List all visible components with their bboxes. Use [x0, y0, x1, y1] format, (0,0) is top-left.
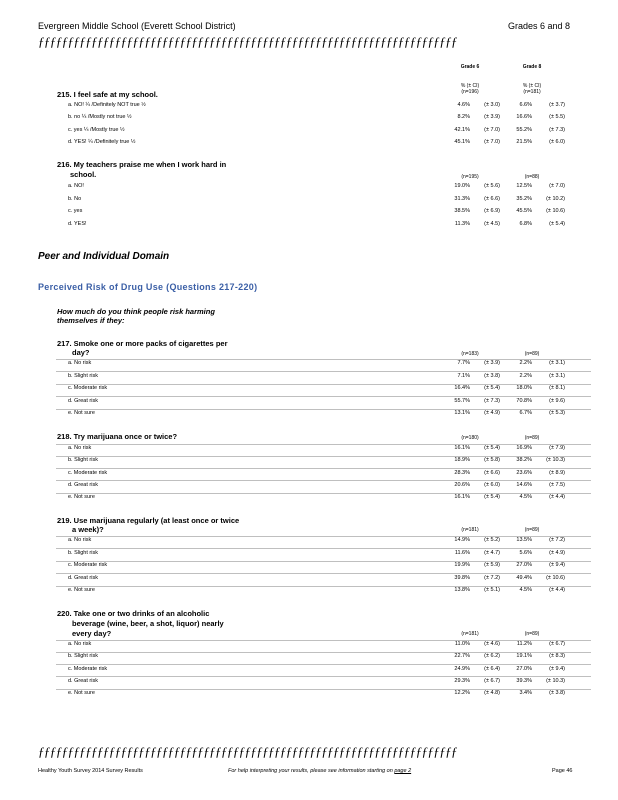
bottom-rule: ƒƒƒƒƒƒƒƒƒƒƒƒƒƒƒƒƒƒƒƒƒƒƒƒƒƒƒƒƒƒƒƒƒƒƒƒƒƒƒƒƒƒƒƒƒƒƒƒƒƒƒƒƒƒƒƒƒƒƒƒƒƒƒƒƒƒƒƒƒƒƒ — [38, 744, 457, 759]
grade6-ci: (± 3.8) — [484, 372, 500, 379]
section-title: Perceived Risk of Drug Use (Questions 217-220) — [38, 282, 258, 292]
q219-g8-n: (n=89) — [524, 527, 540, 533]
intro-line2: themselves if they: — [57, 316, 125, 325]
grade8-ci: (± 10.3) — [546, 677, 565, 684]
answer-label: a. No risk — [68, 445, 92, 451]
grade6-ci: (± 5.1) — [484, 587, 500, 593]
grade6-ci: (± 3.0) — [484, 102, 500, 108]
intro-line1: How much do you think people risk harming — [57, 307, 215, 316]
answer-label: b. No — [68, 195, 82, 202]
grade6-percent: 16.4% — [454, 385, 470, 391]
grade6-percent: 28.3% — [454, 469, 470, 476]
grade6-percent: 22.7% — [454, 653, 470, 660]
grade8-ci: (± 7.0) — [549, 183, 565, 189]
grade6-percent: 20.6% — [454, 481, 470, 488]
grade8-ci: (± 5.3) — [549, 410, 565, 416]
grade8-ci: (± 3.1) — [549, 360, 565, 366]
grade6-percent: 8.2% — [457, 114, 470, 121]
q219-title-line1: 219. Use marijuana regularly (at least once or twice — [57, 516, 240, 525]
q217-g6-n: (n=183) — [461, 351, 479, 357]
grade6-ci: (± 7.2) — [484, 574, 500, 581]
grade6-ci: (± 4.7) — [484, 549, 500, 556]
grade8-percent: 21.5% — [516, 138, 532, 145]
grade8-ci: (± 5.4) — [549, 220, 565, 227]
grade6-percent: 29.3% — [454, 677, 470, 684]
grade6-ci: (± 6.7) — [484, 677, 500, 684]
grade6-ci: (± 6.0) — [484, 481, 500, 488]
grade6-ci: (± 3.9) — [484, 114, 500, 121]
grade8-ci: (± 3.7) — [549, 102, 565, 108]
grade8-percent: 23.6% — [516, 469, 532, 476]
col-grade6-n: (n=196) — [461, 89, 479, 95]
answer-label: a. No risk — [68, 360, 92, 366]
answer-label: e. Not sure — [68, 690, 95, 697]
q217-title-line1: 217. Smoke one or more packs of cigarettes per — [57, 339, 228, 348]
answer-label: d. Great risk — [68, 574, 98, 581]
grade6-ci: (± 6.9) — [484, 208, 500, 214]
q220-g6-n: (n=181) — [461, 631, 479, 637]
grade6-ci: (± 4.5) — [484, 220, 500, 227]
grade8-ci: (± 7.9) — [549, 445, 565, 451]
grade8-ci: (± 10.6) — [546, 574, 565, 581]
grade6-ci: (± 7.0) — [484, 138, 500, 145]
answer-label: c. Moderate risk — [68, 469, 108, 476]
domain-title: Peer and Individual Domain — [38, 251, 170, 262]
grade8-ci: (± 10.6) — [546, 208, 565, 214]
answer-label: e. Not sure — [68, 494, 95, 501]
grade6-percent: 14.9% — [454, 537, 470, 543]
grade6-ci: (± 4.9) — [484, 410, 500, 416]
grade8-ci: (± 7.2) — [549, 537, 565, 543]
grade8-percent: 14.6% — [516, 481, 532, 488]
grade8-percent: 6.7% — [519, 410, 532, 416]
grade6-percent: 31.3% — [454, 195, 470, 202]
grade6-ci: (± 6.2) — [484, 653, 500, 660]
grade8-percent: 27.0% — [516, 562, 532, 568]
grade8-ci: (± 8.3) — [549, 653, 565, 660]
grade8-ci: (± 10.2) — [546, 195, 565, 202]
grade6-ci: (± 4.8) — [484, 690, 500, 697]
grade6-ci: (± 4.6) — [484, 641, 500, 647]
grade6-percent: 24.9% — [454, 665, 470, 672]
grade8-percent: 13.5% — [516, 537, 532, 543]
q218-title-line1: 218. Try marijuana once or twice? — [57, 432, 178, 441]
page-number: Page 46 — [552, 768, 573, 774]
grade8-percent: 6.6% — [519, 102, 532, 108]
col-grade8-ci: % (± CI) — [522, 83, 542, 89]
grade8-percent: 18.0% — [516, 385, 532, 391]
grade6-ci: (± 5.2) — [484, 537, 500, 543]
answer-label: c. Moderate risk — [68, 562, 108, 568]
q220-g8-n: (n=89) — [524, 631, 540, 637]
answer-label: d. YES! — [68, 220, 87, 227]
grade8-ci: (± 3.8) — [549, 690, 565, 697]
school-name: Evergreen Middle School (Everett School District) — [38, 21, 236, 31]
q219-g6-n: (n=181) — [461, 527, 479, 533]
grade8-percent: 12.5% — [516, 183, 532, 189]
grade8-ci: (± 8.1) — [549, 385, 565, 391]
answer-label: d. YES! ¼ /Definitely true ½ — [68, 138, 136, 145]
grade8-ci: (± 7.3) — [549, 126, 565, 133]
grade6-percent: 4.6% — [457, 102, 470, 108]
answer-label: a. No risk — [68, 641, 92, 647]
grade6-percent: 11.0% — [454, 641, 470, 647]
grade6-percent: 18.9% — [454, 457, 470, 464]
answer-label: b. Slight risk — [68, 372, 98, 379]
grade8-percent: 27.0% — [516, 665, 532, 672]
grade6-percent: 11.6% — [454, 549, 470, 556]
answer-label: e. Not sure — [68, 410, 95, 416]
answer-label: a. No risk — [68, 537, 92, 543]
grade6-percent: 16.1% — [454, 494, 470, 501]
grade6-percent: 45.1% — [454, 138, 470, 145]
answer-label: a. NO! ¼ /Definitely NOT true ½ — [68, 102, 146, 108]
answer-label: a. NO! — [68, 183, 84, 189]
grades-label: Grades 6 and 8 — [508, 21, 571, 31]
q216-title-line1: 216. My teachers praise me when I work hard in — [57, 160, 227, 169]
grade8-percent: 45.5% — [516, 208, 532, 214]
col-grade6: Grade 6 — [460, 64, 480, 70]
grade8-percent: 19.1% — [516, 653, 532, 660]
grade6-percent: 16.1% — [454, 445, 470, 451]
grade6-percent: 7.7% — [457, 360, 470, 366]
answer-label: b. Slight risk — [68, 653, 98, 660]
q220-title-line2: beverage (wine, beer, a shot, liquor) nearly — [72, 619, 224, 628]
grade6-ci: (± 6.6) — [484, 195, 500, 202]
grade6-percent: 12.2% — [454, 690, 470, 697]
footer-help — [228, 768, 411, 774]
col-grade8: Grade 8 — [522, 64, 542, 70]
grade8-ci: (± 3.1) — [549, 372, 565, 379]
grade8-ci: (± 4.9) — [549, 549, 565, 556]
q220-title-line1: 220. Take one or two drinks of an alcoholic — [57, 609, 210, 618]
grade8-percent: 2.2% — [519, 372, 532, 379]
answer-label: c. Moderate risk — [68, 385, 108, 391]
grade6-ci: (± 6.4) — [484, 665, 500, 672]
grade8-percent: 55.2% — [516, 126, 532, 133]
grade6-percent: 7.1% — [457, 372, 470, 379]
grade8-percent: 49.4% — [516, 574, 532, 581]
grade8-ci: (± 4.4) — [549, 587, 565, 593]
q217-g8-n: (n=89) — [524, 351, 540, 357]
grade8-ci: (± 9.4) — [549, 562, 565, 568]
grade8-percent: 6.8% — [519, 220, 532, 227]
answer-label: d. Great risk — [68, 481, 98, 488]
grade6-percent: 11.3% — [454, 220, 470, 227]
grade6-percent: 38.5% — [454, 208, 470, 214]
grade8-percent: 2.2% — [519, 360, 532, 366]
grade6-ci: (± 5.6) — [484, 183, 500, 189]
grade6-ci: (± 5.4) — [484, 494, 500, 501]
grade6-ci: (± 5.9) — [484, 562, 500, 568]
q215-title: 215. I feel safe at my school. — [57, 90, 158, 99]
answer-label: b. Slight risk — [68, 549, 98, 556]
grade8-percent: 5.6% — [519, 549, 532, 556]
grade6-ci: (± 7.0) — [484, 126, 500, 133]
grade8-ci: (± 8.9) — [549, 469, 565, 476]
grade8-ci: (± 6.0) — [549, 138, 565, 145]
q216-title-line2: school. — [70, 170, 97, 179]
answer-label: e. Not sure — [68, 587, 95, 593]
grade6-ci: (± 5.4) — [484, 445, 500, 451]
grade6-percent: 42.1% — [454, 126, 470, 133]
grade6-percent: 19.9% — [454, 562, 470, 568]
grade8-percent: 38.2% — [516, 457, 532, 464]
answer-label: d. Great risk — [68, 397, 98, 404]
grade8-ci: (± 9.6) — [549, 397, 565, 404]
footer-page-link[interactable]: page 2 — [394, 768, 412, 774]
footer-left: Healthy Youth Survey 2014 Survey Results — [38, 768, 143, 774]
top-rule: ƒƒƒƒƒƒƒƒƒƒƒƒƒƒƒƒƒƒƒƒƒƒƒƒƒƒƒƒƒƒƒƒƒƒƒƒƒƒƒƒƒƒƒƒƒƒƒƒƒƒƒƒƒƒƒƒƒƒƒƒƒƒƒƒƒƒƒƒƒƒƒ — [38, 34, 457, 49]
grade6-percent: 19.0% — [454, 183, 470, 189]
grade6-percent: 55.7% — [454, 397, 470, 404]
grade8-percent: 11.2% — [516, 641, 532, 647]
footer-help-text: For help interpreting your results, please see information starting on — [228, 768, 393, 774]
answer-label: b. Slight risk — [68, 457, 98, 464]
q219-title-line2: a week)? — [72, 525, 104, 534]
answer-label: c. yes ¼ /Mostly true ½ — [68, 126, 125, 133]
grade8-ci: (± 4.4) — [549, 494, 565, 501]
grade8-ci: (± 10.3) — [546, 457, 565, 464]
grade8-percent: 39.3% — [516, 677, 532, 684]
answer-label: c. Moderate risk — [68, 665, 108, 672]
grade6-percent: 13.8% — [454, 587, 470, 593]
grade8-percent: 4.5% — [519, 587, 532, 593]
grade8-ci: (± 9.4) — [549, 665, 565, 672]
grade6-percent: 13.1% — [454, 410, 470, 416]
q216-g6-n: (n=195) — [461, 174, 479, 180]
grade8-ci: (± 6.7) — [549, 641, 565, 647]
grade6-ci: (± 7.3) — [484, 397, 500, 404]
grade8-percent: 3.4% — [519, 690, 532, 697]
col-grade8-n: (n=181) — [523, 89, 541, 95]
grade6-ci: (± 3.9) — [484, 360, 500, 366]
q218-g8-n: (n=89) — [524, 435, 540, 441]
answer-label: b. no ¼ /Mostly not true ½ — [68, 114, 132, 121]
q216-g8-n: (n=88) — [524, 174, 540, 180]
grade6-ci: (± 6.6) — [484, 469, 500, 476]
col-grade6-ci: % (± CI) — [460, 83, 480, 89]
grade6-percent: 39.8% — [454, 574, 470, 581]
q217-title-line2: day? — [72, 348, 90, 357]
grade8-ci: (± 7.5) — [549, 481, 565, 488]
grade8-percent: 16.9% — [516, 445, 532, 451]
answer-label: d. Great risk — [68, 677, 98, 684]
grade6-ci: (± 5.8) — [484, 457, 500, 464]
q220-title-line3: every day? — [72, 629, 112, 638]
grade8-ci: (± 5.5) — [549, 114, 565, 121]
grade6-ci: (± 5.4) — [484, 385, 500, 391]
grade8-percent: 35.2% — [516, 195, 532, 202]
q218-g6-n: (n=180) — [461, 435, 479, 441]
answer-label: c. yes — [68, 208, 83, 214]
grade8-percent: 4.5% — [519, 494, 532, 501]
grade8-percent: 16.6% — [516, 114, 532, 121]
grade8-percent: 70.8% — [516, 397, 532, 404]
